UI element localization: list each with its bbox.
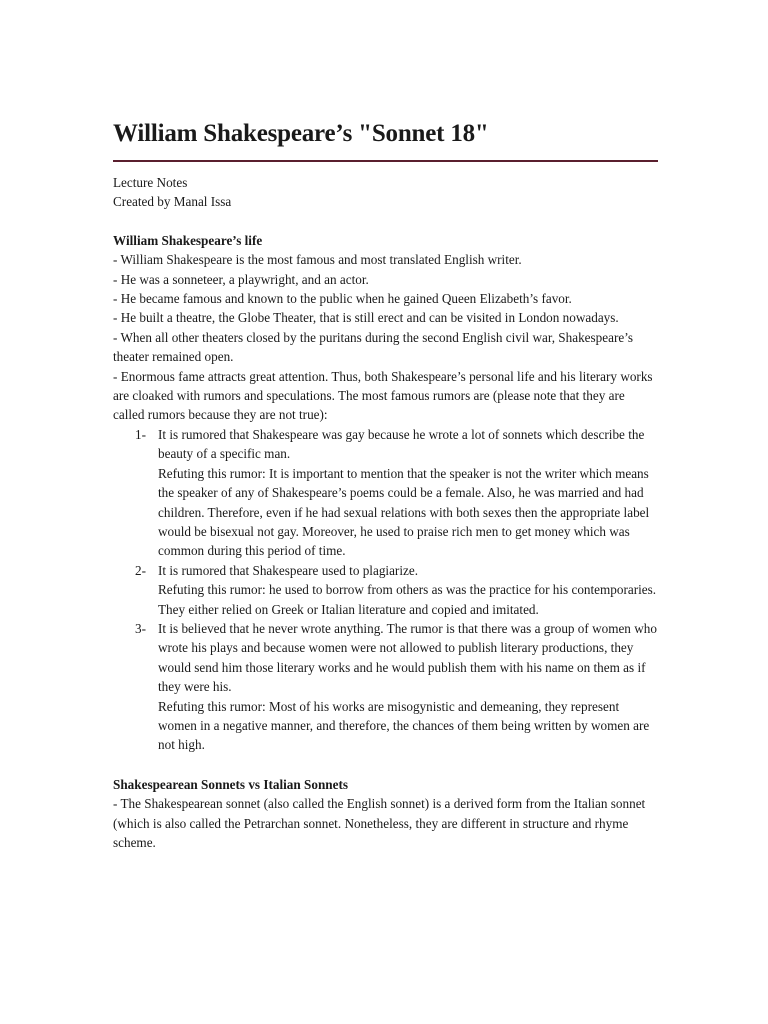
- section-sonnets-comparison: [113, 775, 658, 853]
- rumor-number-1: 1-: [135, 426, 146, 442]
- rumor-item-3: [113, 619, 658, 755]
- rumor-number-3: 3-: [135, 620, 146, 636]
- rumor-text-2: It is rumored that Shakespeare used to plagiarize.: [158, 562, 418, 578]
- life-bullet-4: - He built a theatre, the Globe Theater, that is still erect and can be visited in London nowadays.: [113, 310, 619, 326]
- rumor-list: [113, 425, 658, 755]
- life-bullet-3: - He became famous and known to the public when he gained Queen Elizabeth’s favor.: [113, 291, 572, 307]
- document-page: [113, 118, 658, 852]
- meta-lecture-notes: Lecture Notes: [113, 175, 188, 190]
- rumor-text-3: It is believed that he never wrote anything. The rumor is that there was a group of women who wrote his plays and because women were not allowed to publish literary productions, they would send him those literary works and he would publish them with his name on them as if they were his.: [158, 620, 657, 695]
- life-bullet-5: - When all other theaters closed by the puritans during the second English civil war, Shakespeare’s theater remained open.: [113, 329, 633, 365]
- rumor-refute-3: Refuting this rumor: Most of his works are misogynistic and demeaning, they represent women in a negative manner, and therefore, the chances of them being written by women are not high.: [158, 698, 650, 753]
- rumor-refute-1: Refuting this rumor: It is important to mention that the speaker is not the writer which means the speaker of any of Shakespeare’s poems could be a female. Also, he was married and had children. Therefore, even if he had sexual relations with both sexes then the appropriate label would be bisexual not gay. Moreover, he used to praise rich men to get money which was common during this period of time.: [158, 465, 650, 559]
- document-meta: [113, 173, 658, 212]
- document-title: William Shakespeare’s "Sonnet 18": [113, 118, 658, 162]
- section-heading-sonnets: Shakespearean Sonnets vs Italian Sonnets: [113, 776, 348, 792]
- section-shakespeare-life: [113, 231, 658, 755]
- rumor-text-1: It is rumored that Shakespeare was gay because he wrote a lot of sonnets which describe the beauty of a specific man.: [158, 426, 645, 462]
- meta-author: Created by Manal Issa: [113, 194, 232, 210]
- rumor-refute-2: Refuting this rumor: he used to borrow from others as was the practice for his contemporaries. They either relied on Greek or Italian literature and copied and imitated.: [158, 582, 657, 617]
- life-bullet-1: - William Shakespeare is the most famous and most translated English writer.: [113, 252, 522, 268]
- sonnets-paragraph: - The Shakespearean sonnet (also called the English sonnet) is a derived form from the Italian sonnet (which is also called the Petrarchan sonnet. Nonetheless, they are different in structure and rhyme scheme.: [113, 796, 646, 850]
- rumor-number-2: 2-: [135, 562, 146, 578]
- rumor-item-2: [113, 561, 658, 619]
- rumor-item-1: [113, 425, 658, 561]
- life-bullet-6: - Enormous fame attracts great attention. Thus, both Shakespeare’s personal life and his literary works are cloaked with rumors and speculations. The most famous rumors are (please note that they are called rumors because they are not true):: [113, 368, 653, 423]
- life-bullet-2: - He was a sonneteer, a playwright, and an actor.: [113, 271, 369, 287]
- section-heading-life: William Shakespeare’s life: [113, 232, 263, 248]
